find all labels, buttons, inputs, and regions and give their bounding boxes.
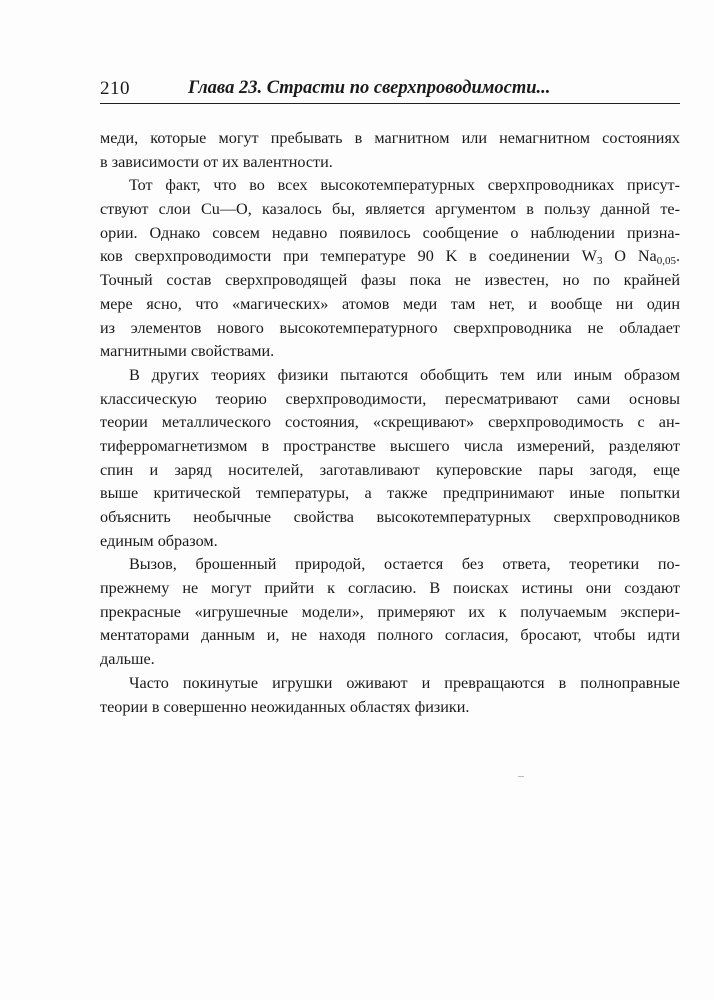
text-line: из элементов нового высокотемпературного сверхпроводника не обладает (100, 318, 680, 337)
text-line: теории металлического состояния, «скрещивают» сверхпроводимость с ан- (100, 413, 680, 432)
text-line: Тот факт, что во всех высокотемпературных сверхпроводниках присут- (129, 176, 680, 195)
text-line: Часто покинутые игрушки оживают и превращаются в полноправные (129, 673, 680, 692)
text-line: ментаторами данным и, не находя полного согласия, бросают, чтобы идти (100, 626, 680, 645)
text-line: Точный состав сверхпроводящей фазы пока не известен, но по крайней (100, 271, 680, 290)
paragraph (100, 364, 680, 554)
chapter-title: Глава 23. Страсти по сверхпроводимости... (188, 78, 551, 98)
paragraph (100, 174, 680, 364)
paragraph (100, 672, 680, 719)
page-number: 210 (100, 78, 130, 99)
text-line: В других теориях физики пытаются обобщить тем или иным образом (129, 365, 680, 384)
text-segment: ков сверхпроводимости при температуре 90 K в соединении (100, 247, 582, 266)
text-line: классическую теорию сверхпроводимости, пересматривают сами основы (100, 389, 680, 408)
text-line: в зависимости от их валентности. (100, 152, 333, 171)
body-text (100, 127, 680, 719)
text-line: прежнему не могут прийти к согласию. В поисках истины они создают (100, 579, 680, 598)
scan-speck (518, 776, 524, 777)
text-line: дальше. (100, 650, 155, 669)
text-line: прекрасные «игрушечные модели», примеряют их к получаемым экспери- (100, 602, 680, 621)
text-line: Вызов, брошенный природой, остается без ответа, теоретики по- (129, 555, 680, 574)
text-line: единым образом. (100, 531, 218, 550)
text-line: теории в совершенно неожиданных областях физики. (100, 697, 470, 716)
chemical-formula: $W_3$ O $Na_{0,05}$. (581, 247, 681, 268)
text-line: тиферромагнетизмом в пространстве высшего числа измерений, разделяют (100, 436, 680, 455)
text-line-with-formula (100, 245, 680, 269)
text-line: магнитными свойствами. (100, 342, 275, 361)
running-head (100, 78, 680, 104)
text-line: ствуют слои Cu—O, казалось бы, является аргументом в пользу данной те- (100, 200, 680, 219)
text-line: меди, которые могут пребывать в магнитном или немагнитном состояниях (100, 129, 680, 147)
text-line: ории. Однако совсем недавно появилось сообщение о наблюдении призна- (100, 223, 680, 242)
paragraph (100, 127, 680, 174)
header-rule (100, 103, 680, 104)
text-line: спин и заряд носителей, заготавливают куперовские пары загодя, еще (100, 460, 680, 479)
text-line: мере ясно, что «магических» атомов меди там нет, и вообще ни один (100, 294, 680, 313)
text-line: объяснить необычные свойства высокотемпературных сверхпроводников (100, 508, 680, 526)
paragraph (100, 553, 680, 671)
text-line: выше критической температуры, а также предпринимают иные попытки (100, 484, 680, 503)
